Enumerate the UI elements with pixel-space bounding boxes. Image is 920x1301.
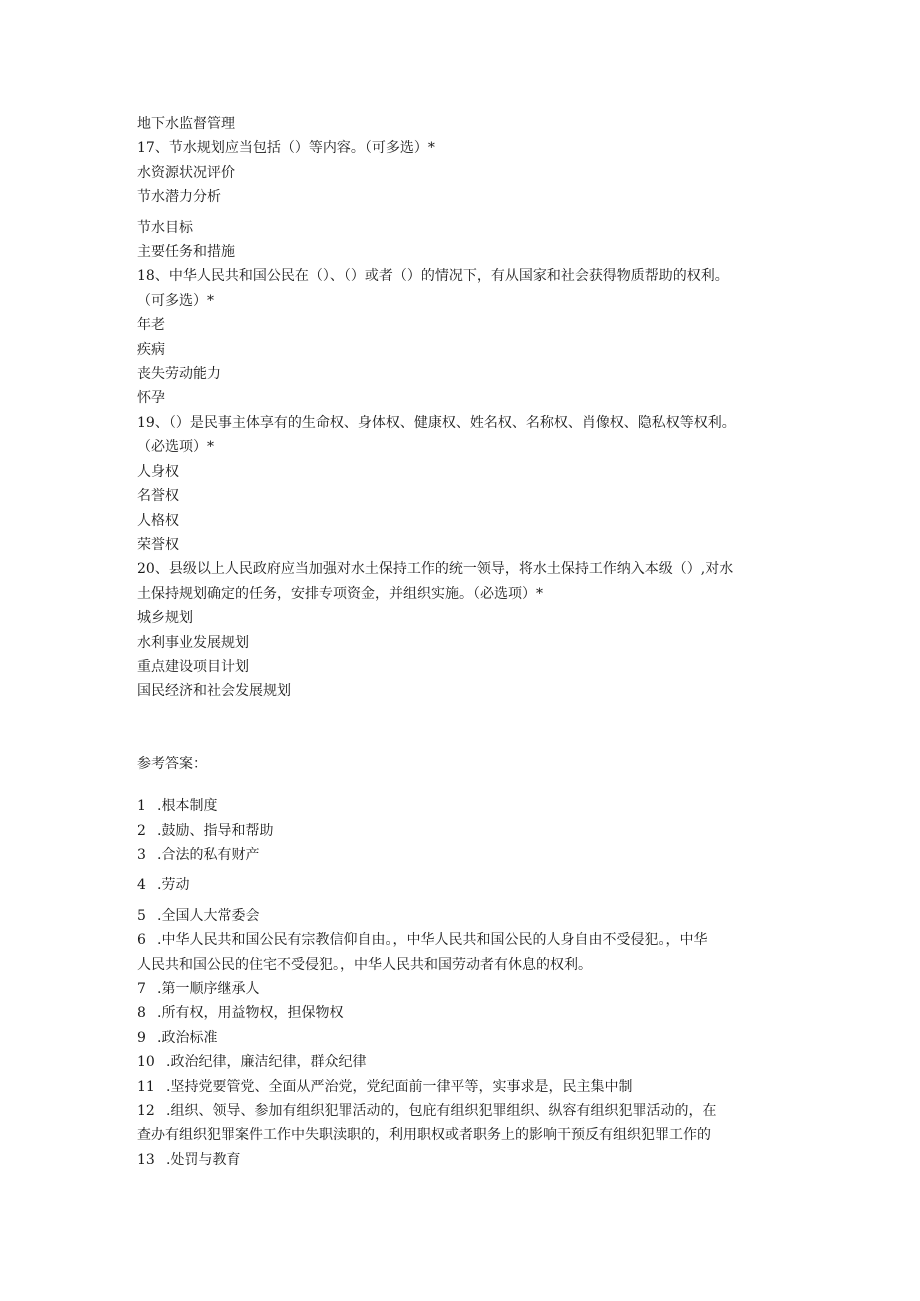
answer-text: .劳动: [157, 877, 190, 894]
option: 国民经济和社会发展规划: [137, 683, 291, 700]
continuation-option: 地下水监督管理: [137, 116, 235, 132]
answer-text: .所有权，用益物权，担保物权: [157, 1005, 344, 1022]
answer-text: .政治纪律，廉洁纪律，群众纪律: [166, 1054, 367, 1071]
option: 疾病: [137, 341, 165, 358]
answer-item: [137, 794, 787, 818]
answer-text: .坚持党要管党、全面从严治党，党纪面前一律平等，实事求是，民主集中制: [166, 1078, 633, 1095]
option: 人身权: [137, 463, 179, 480]
answer-item: [137, 1099, 787, 1123]
question-19: 19、（）是民事主体享有的生命权、身体权、健康权、姓名权、名称权、肖像权、隐私权等权利。: [137, 414, 736, 431]
answer-number: 7: [137, 981, 146, 997]
answer-number: 11: [137, 1078, 155, 1095]
answer-item: [137, 1050, 787, 1074]
answer-item: [137, 928, 787, 952]
answer-item: [137, 1075, 787, 1099]
answer-item: [137, 977, 787, 1001]
answer-number: 12: [137, 1103, 155, 1120]
answer-number: 9: [137, 1029, 146, 1046]
question-20-cont: 土保持规划确定的任务，安排专项资金，并组织实施。（必选项）*: [137, 585, 543, 602]
answer-item: [137, 843, 787, 867]
answer-text: .全国人大常委会: [157, 907, 260, 924]
answer-number: 3: [137, 846, 146, 863]
answer-number: 6: [137, 932, 146, 949]
answer-text: .中华人民共和国公民有宗教信仰自由。，中华人民共和国公民的人身自由不受侵犯。，中华: [157, 932, 708, 949]
answer-text: .第一顺序继承人: [157, 981, 260, 997]
answer-text: .处罚与教育: [166, 1151, 241, 1168]
option: 水资源状况评价: [137, 164, 235, 181]
option: 怀孕: [137, 390, 165, 407]
question-19-tag: （必选项）*: [137, 439, 214, 456]
question-20: 20、县级以上人民政府应当加强对水土保持工作的统一领导，将水土保持工作纳入本级（）,对水: [137, 561, 734, 578]
answer-number: 8: [137, 1005, 146, 1022]
answer-number: 13: [137, 1151, 155, 1168]
answer-text: .合法的私有财产: [157, 846, 260, 863]
question-18-tag: （可多选）*: [137, 292, 214, 309]
option: 年老: [137, 317, 165, 334]
question-17: 17、节水规划应当包括（）等内容。（可多选）*: [137, 140, 435, 157]
answer-number: 10: [137, 1054, 155, 1071]
answers-title: 参考答案：: [137, 755, 207, 772]
answer-text: .鼓励、指导和帮助: [157, 822, 274, 839]
option: 节水目标: [137, 219, 193, 236]
answer-text: .政治标准: [157, 1029, 218, 1046]
answer-text: .根本制度: [157, 798, 218, 815]
answer-number: 5: [137, 907, 146, 924]
answer-item: [137, 904, 787, 928]
answer-item: [137, 873, 787, 897]
option: 水利事业发展规划: [137, 634, 249, 651]
option: 节水潜力分析: [137, 189, 221, 206]
document-page: [137, 112, 787, 1172]
answer-number: 1: [137, 798, 146, 815]
answer-text: .组织、领导、参加有组织犯罪活动的，包庇有组织犯罪组织、纵容有组织犯罪活动的，在: [166, 1103, 717, 1120]
option: 丧失劳动能力: [137, 366, 221, 383]
option: 主要任务和措施: [137, 244, 235, 261]
answer-continuation: 查办有组织犯罪案件工作中失职渎职的，利用职权或者职务上的影响干预反有组织犯罪工作的: [137, 1127, 711, 1144]
answer-continuation: 人民共和国公民的住宅不受侵犯。，中华人民共和国劳动者有休息的权利。: [137, 956, 592, 973]
option: 荣誉权: [137, 536, 179, 553]
answer-item: [137, 819, 787, 843]
answer-number: 2: [137, 822, 146, 839]
answer-item: [137, 1148, 787, 1172]
answer-item: [137, 1001, 787, 1025]
option: 重点建设项目计划: [137, 658, 249, 675]
option: 人格权: [137, 512, 179, 529]
question-18: 18、中华人民共和国公民在（）、（）或者（）的情况下，有从国家和社会获得物质帮助的权利。: [137, 268, 729, 285]
option: 名誉权: [137, 488, 179, 505]
answer-item: [137, 1026, 787, 1050]
option: 城乡规划: [137, 610, 193, 627]
answer-number: 4: [137, 877, 146, 894]
